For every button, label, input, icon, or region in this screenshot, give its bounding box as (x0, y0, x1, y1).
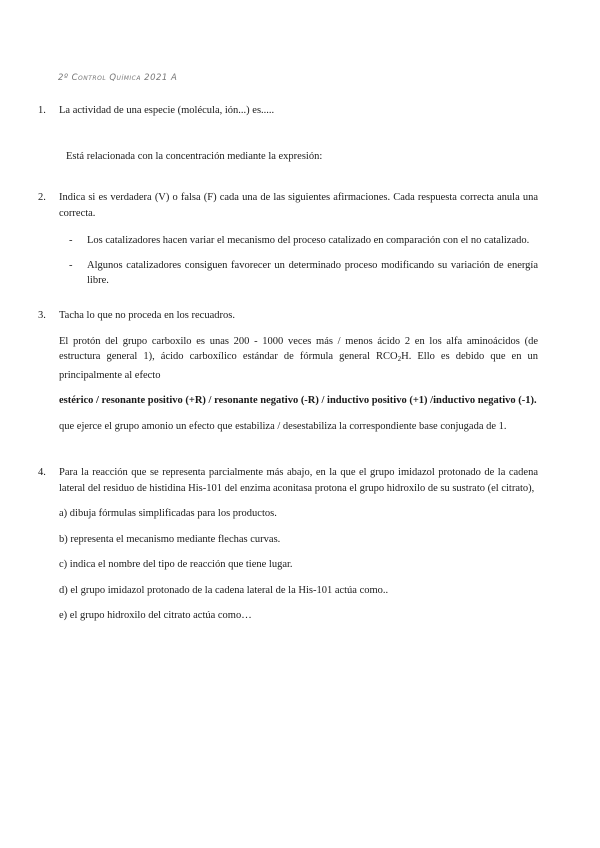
paragraph-text: H. Ello es debido que en un principalmente al efecto (59, 351, 538, 381)
question-text: Tacha lo que no proceda en los recuadros. (59, 310, 235, 321)
question-number: 4. (38, 467, 46, 478)
question-paragraph: que ejerce el grupo amonio un efecto que estabiliza / desestabiliza la correspondiente base conjugada de 1. (59, 420, 507, 432)
question-text: Indica si es verdadera (V) o falsa (F) cada una de las siguientes afirmaciones. Cada respuesta correcta anula una correcta. (59, 192, 538, 219)
statement-item (59, 258, 538, 289)
question-number: 3. (38, 310, 46, 321)
sub-question: d) el grupo imidazol protonado de la cadena lateral de la His-101 actúa como.. (59, 584, 389, 596)
question-number: 1. (38, 105, 46, 116)
sub-question: e) el grupo hidroxilo del citrato actúa como… (59, 610, 252, 621)
question-text: La actividad de una especie (molécula, ión...) es..... (59, 105, 275, 116)
bullet-dash: - (69, 235, 73, 246)
question-subtext: Está relacionada con la concentración mediante la expresión: (66, 150, 323, 162)
statement-item (59, 233, 538, 249)
bullet-dash: - (69, 259, 73, 271)
statement-text: Los catalizadores hacen variar el mecanismo del proceso catalizado en comparación con el no catalizado. (87, 235, 530, 246)
subscript: 2 (397, 355, 402, 363)
question-paragraph (59, 334, 538, 384)
paragraph-text: El protón del grupo carboxilo es unas 200 - 1000 veces más / menos ácido 2 en los alfa aminoácidos (de estructura general 1), ácido carboxílico estándar de fórmula general RCO (59, 335, 538, 362)
statement-text: Algunos catalizadores consiguen favorecer un determinado proceso modificando su variación de energía libre. (87, 259, 538, 286)
question-text: Para la reacción que se representa parcialmente más abajo, en la que el grupo imidazol protonado de la cadena lateral del residuo de histidina His-101 del enzima aconitasa protona el grupo hidroxilo de su sustrato (el citrato), (59, 467, 538, 494)
sub-question: b) representa el mecanismo mediante flechas curvas. (59, 533, 281, 545)
document-header: 2º Control Química 2021 A (58, 73, 178, 83)
question-3 (38, 308, 538, 434)
sub-question: a) dibuja fórmulas simplificadas para los productos. (59, 508, 277, 519)
question-number: 2. (38, 192, 46, 203)
question-4 (38, 465, 538, 624)
sub-question: c) indica el nombre del tipo de reacción que tiene lugar. (59, 559, 293, 570)
question-1 (38, 103, 538, 164)
effect-options: estérico / resonante positivo (+R) / resonante negativo (-R) / inductivo positivo (+1) /inductivo negativo (-1). (59, 395, 537, 406)
question-2 (38, 190, 538, 289)
